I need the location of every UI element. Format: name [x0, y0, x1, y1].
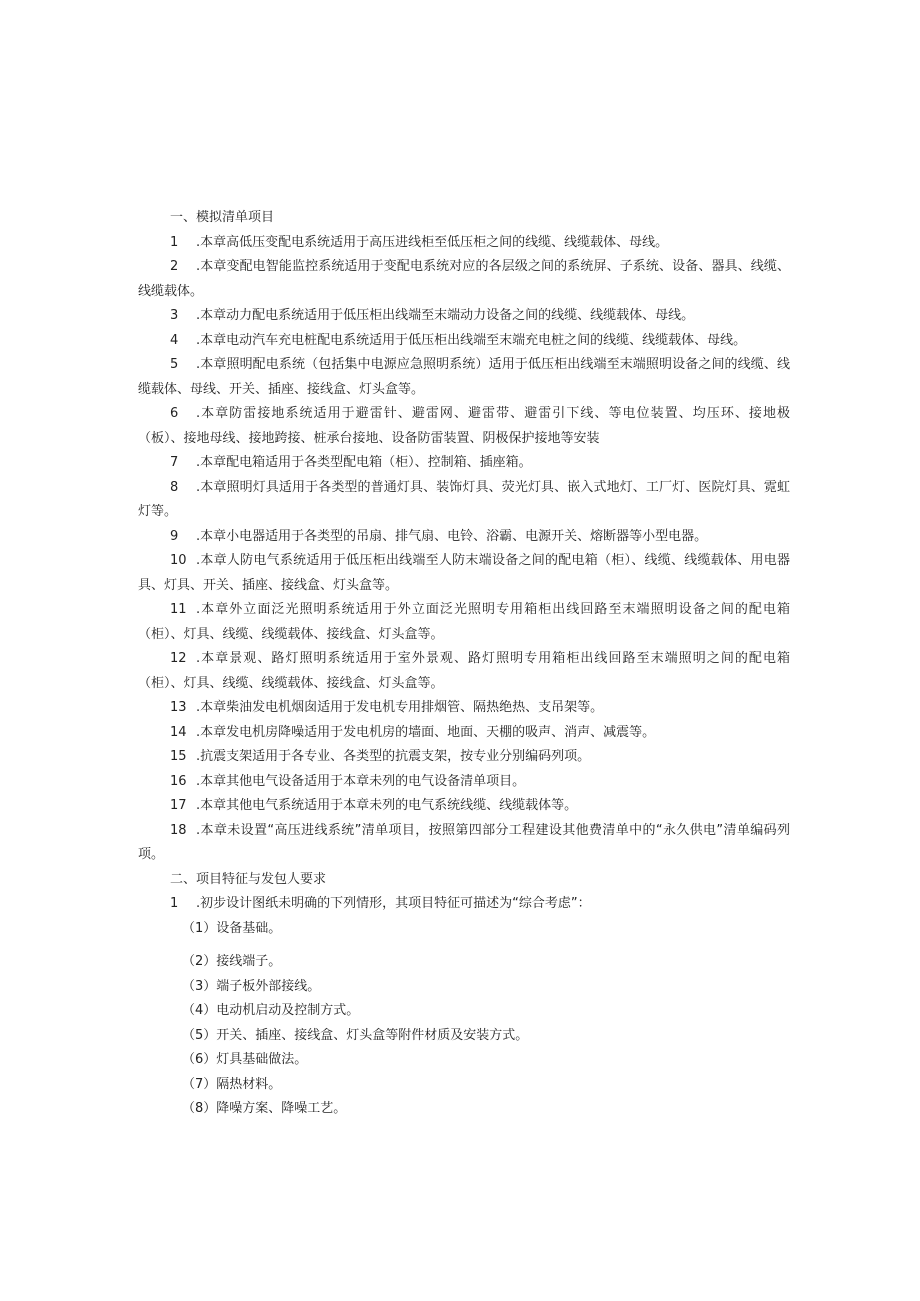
item-text: .抗震支架适用于各专业、各类型的抗震支架，按专业分别编码列项。	[196, 749, 591, 764]
item-number: 12	[170, 651, 187, 666]
item-number: 7	[170, 455, 179, 470]
list-item	[138, 892, 790, 917]
section-heading-2: 二、项目特征与发包人要求	[170, 871, 327, 887]
item-number: 8	[170, 479, 179, 495]
document-body	[138, 206, 790, 1122]
item-text: .本章防雷接地系统适用于避雷针、避雷网、避雷带、避雷引下线、等电位装置、均压环、接地极（板）、接地母线、接地跨接、桩承台接地、设备防雷装置、阴极保护接地等安装	[138, 406, 790, 446]
section-heading-1: 一、模拟清单项目	[170, 210, 275, 225]
item-text: .本章变配电智能监控系统适用于变配电系统对应的各层级之间的系统屏、子系统、设备、器具、线缆、线缆载体。	[138, 259, 790, 299]
list-item	[138, 476, 790, 525]
sub-list-item: （8）降噪方案、降噪工艺。	[182, 1101, 347, 1116]
item-text: .本章外立面泛光照明系统适用于外立面泛光照明专用箱柜出线回路至末端照明设备之间的配电箱（柜）、灯具、线缆、线缆载体、接线盒、灯头盒等。	[138, 602, 790, 642]
list-item	[138, 451, 790, 476]
sub-list-item: （1）设备基础。	[182, 920, 282, 936]
item-text: .本章照明配电系统（包括集中电源应急照明系统）适用于低压柜出线端至末端照明设备之间的线缆、线缆载体、母线、开关、插座、接线盒、灯头盒等。	[138, 357, 790, 397]
sub-list-item: （4）电动机启动及控制方式。	[182, 1003, 360, 1018]
sub-list-item: （3）端子板外部接线。	[182, 978, 321, 994]
list-item	[138, 231, 790, 256]
list-item	[138, 770, 790, 795]
item-number: 6	[170, 406, 179, 421]
list-item	[138, 304, 790, 329]
list-item	[138, 721, 790, 746]
list-item	[138, 255, 790, 304]
item-number: 2	[170, 259, 179, 274]
item-text: .本章发电机房降噪适用于发电机房的墙面、地面、天棚的吸声、消声、减震等。	[196, 724, 656, 740]
list-item	[138, 696, 790, 721]
list-item	[138, 647, 790, 696]
item-number: 9	[170, 528, 179, 544]
item-text: .本章其他电气系统适用于本章未列的电气系统线缆、线缆载体等。	[196, 798, 578, 813]
item-number: 11	[170, 602, 187, 617]
item-number: 5	[170, 357, 179, 372]
item-number: 1	[170, 234, 179, 250]
item-text: .本章电动汽车充电桩配电系统适用于低压柜出线端至末端充电桩之间的线缆、线缆载体、母线。	[196, 332, 747, 348]
item-text: .本章柴油发电机烟囱适用于发电机专用排烟管、隔热绝热、支吊架等。	[196, 700, 604, 715]
sub-list-item: （5）开关、插座、接线盒、灯头盒等附件材质及安装方式。	[182, 1027, 529, 1043]
list-item	[138, 402, 790, 451]
list-item	[138, 819, 790, 868]
item-text: .本章其他电气设备适用于本章未列的电气设备清单项目。	[196, 773, 526, 789]
item-number: 4	[170, 332, 179, 348]
item-number: 16	[170, 773, 187, 789]
item-number: 17	[170, 798, 187, 813]
list-item	[138, 598, 790, 647]
item-text: .本章照明灯具适用于各类型的普通灯具、装饰灯具、荧光灯具、嵌入式地灯、工厂灯、医院灯具、霓虹灯等。	[138, 479, 790, 519]
item-text: .本章配电箱适用于各类型配电箱（柜）、控制箱、插座箱。	[196, 455, 532, 470]
sub-list-item: （6）灯具基础做法。	[182, 1052, 308, 1067]
item-number: 10	[170, 553, 187, 568]
sub-list-item: （2）接线端子。	[182, 954, 282, 969]
item-text: .本章高低压变配电系统适用于高压进线柜至低压柜之间的线缆、线缆载体、母线。	[196, 234, 669, 250]
item-number: 14	[170, 724, 187, 740]
item-number: 3	[170, 308, 179, 323]
item-text: .本章动力配电系统适用于低压柜出线端至末端动力设备之间的线缆、线缆载体、母线。	[196, 308, 695, 323]
item-number: 18	[170, 822, 187, 838]
item-number: 15	[170, 749, 187, 764]
list-item	[138, 353, 790, 402]
item-text: .初步设计图纸未明确的下列情形，其项目特征可描述为“综合考虑”：	[196, 896, 591, 911]
item-text: .本章小电器适用于各类型的吊扇、排气扇、电铃、浴霸、电源开关、熔断器等小型电器。	[196, 528, 708, 544]
list-item	[138, 794, 790, 819]
item-text: .本章未设置“高压进线系统”清单项目，按照第四部分工程建设其他费清单中的“永久供电”清单编码列项。	[138, 822, 790, 862]
sub-list-item: （7）隔热材料。	[182, 1076, 282, 1092]
item-text: .本章人防电气系统适用于低压柜出线端至人防末端设备之间的配电箱（柜）、线缆、线缆载体、用电器具、灯具、开关、插座、接线盒、灯头盒等。	[138, 553, 790, 593]
list-item	[138, 745, 790, 770]
item-number: 13	[170, 700, 187, 715]
list-item	[138, 549, 790, 598]
item-number: 1	[170, 896, 179, 911]
list-item	[138, 329, 790, 354]
item-text: .本章景观、路灯照明系统适用于室外景观、路灯照明专用箱柜出线回路至末端照明之间的配电箱（柜）、灯具、线缆、线缆载体、接线盒、灯头盒等。	[138, 651, 790, 691]
list-item	[138, 525, 790, 550]
